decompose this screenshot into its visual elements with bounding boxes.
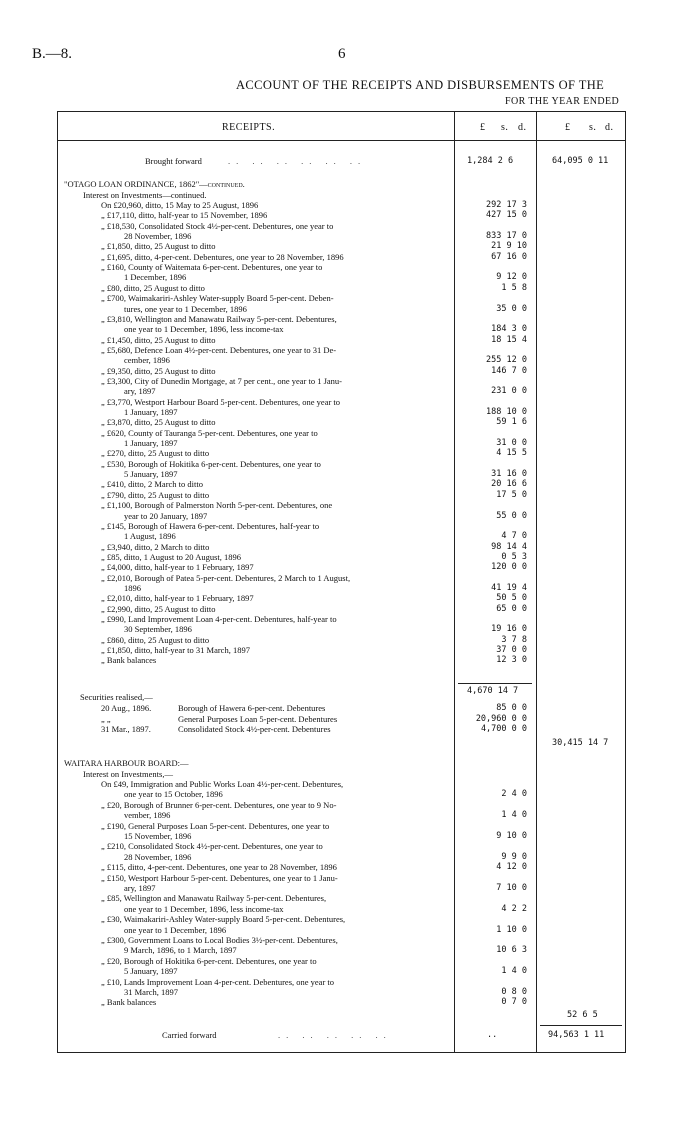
waitara-total: 52 6 5 [567, 1010, 598, 1020]
otago-total: 30,415 14 7 [552, 738, 609, 748]
list-item: 15 November, 1896 [124, 831, 192, 841]
header-bottom-rule [57, 140, 625, 141]
list-item: „ £3,770, Westport Harbour Board 5-per-cent. Debentures, one year to [101, 396, 341, 407]
list-item: tures, one year to 1 December, 1896 [124, 303, 247, 314]
list-item: „ £3,870, ditto, 25 August to ditto [101, 417, 216, 428]
account-title: ACCOUNT OF THE RECEIPTS AND DISBURSEMENTS OF THE [236, 78, 605, 92]
security-date: 20 Aug., 1896. [101, 703, 152, 713]
amount-cell: 120 0 0 [491, 562, 527, 573]
amount-cell: 35 0 0 [496, 303, 527, 314]
list-item: „ £9,350, ditto, 25 August to ditto [101, 365, 216, 376]
list-item: 31 March, 1897 [124, 987, 179, 997]
amount-cell: 4 7 0 [501, 531, 527, 542]
list-item: „ £20, Borough of Hokitika 6-per-cent. Debentures, one year to [101, 955, 317, 966]
list-item: 28 November, 1896 [124, 231, 192, 242]
outer-col-left-rule [536, 111, 537, 1053]
amount-cell: 18 15 4 [491, 334, 527, 345]
amount-cell: 292 17 3 [486, 200, 527, 210]
amount-cell: 4 12 0 [496, 862, 527, 873]
list-item: „ £2,990, ditto, 25 August to ditto [101, 603, 216, 614]
table-left-rule [57, 111, 58, 1053]
amount-cell: 98 14 4 [491, 541, 527, 552]
list-item: „ £1,100, Borough of Palmerston North 5-per-cent. Debentures, one [101, 500, 333, 511]
otago-interest-total: 4,670 14 7 [467, 686, 519, 696]
list-item: „ £150, Westport Harbour 5-per-cent. Debentures, one year to 1 Janu- [101, 872, 338, 883]
list-item: „ £190, General Purposes Loan 5-per-cent. Debentures, one year to [101, 820, 330, 831]
amount-cell: 4 15 5 [496, 448, 527, 459]
amount-cell: 9 10 0 [496, 831, 527, 841]
list-item: „ £620, County of Tauranga 5-per-cent. Debentures, one year to [101, 427, 318, 438]
carried-forward-inner: .. [487, 1030, 498, 1040]
amount-cell: 231 0 0 [491, 386, 527, 397]
amount-cell: 7 10 0 [496, 883, 527, 893]
list-item: „ £270, ditto, 25 August to ditto [101, 448, 210, 459]
securities-heading: Securities realised,— [80, 692, 153, 702]
amount-cell: 0 8 0 [501, 987, 527, 997]
amount-cell: 427 15 0 [486, 210, 527, 221]
amount-cell: 41 19 4 [491, 582, 527, 593]
amount-cell: 833 17 0 [486, 231, 527, 242]
list-item: „ £160, County of Waitemata 6-per-cent. Debentures, one year to [101, 262, 323, 273]
waitara-subheading: Interest on Investments,— [83, 769, 173, 779]
security-date: 31 Mar., 1897. [101, 724, 151, 734]
amount-cell: 31 16 0 [491, 469, 527, 480]
inner-col-left-rule [454, 111, 455, 1053]
list-item: „ £210, Consolidated Stock 4½-per-cent. Debentures, one year to [101, 841, 323, 852]
list-item: vember, 1896 [124, 810, 171, 821]
waitara-heading: WAITARA HARBOUR BOARD:— [64, 758, 189, 768]
list-item: „ £1,450, ditto, 25 August to ditto [101, 334, 216, 345]
list-item: „ £990, Land Improvement Loan 4-per-cent. Debentures, half-year to [101, 614, 337, 624]
amount-cell: 21 9 10 [491, 241, 527, 252]
brought-forward-outer: 64,095 0 11 [552, 156, 609, 166]
list-item: „ £2,010, Borough of Patea 5-per-cent. Debentures, 2 March to 1 August, [101, 572, 351, 583]
list-item: 5 January, 1897 [124, 469, 178, 480]
list-item: On £20,960, ditto, 15 May to 25 August, 1896 [101, 200, 259, 210]
list-item: 5 January, 1897 [124, 966, 178, 977]
leader-dots: .. .. .. .. .. [278, 1030, 392, 1040]
list-item: one year to 15 October, 1896 [124, 789, 223, 800]
pound-header-outer: £ [565, 122, 571, 133]
amount-cell: 3 7 8 [501, 634, 527, 645]
list-item: 28 November, 1896 [124, 851, 192, 862]
list-item: „ £80, ditto, 25 August to ditto [101, 282, 205, 293]
list-item: „ £85, Wellington and Manawatu Railway 5-per-cent. Debentures, [101, 893, 327, 904]
list-item: 1 January, 1897 [124, 407, 178, 417]
list-item: „ £790, ditto, 25 August to ditto [101, 489, 210, 500]
amount-cell: 20 16 6 [491, 479, 527, 490]
list-item: ary, 1897 [124, 386, 156, 397]
list-item: „ £17,110, ditto, half-year to 15 November, 1896 [101, 210, 268, 221]
pence-header-outer: d. [605, 122, 614, 133]
otago-subheading: Interest on Investments—continued. [83, 190, 207, 200]
security-description: Consolidated Stock 4½-per-cent. Debentures [178, 724, 331, 734]
security-date: „ „ [101, 713, 111, 724]
total-rule [540, 1025, 622, 1026]
amount-cell: 188 10 0 [486, 407, 527, 417]
list-item: 1 December, 1896 [124, 272, 187, 283]
brought-forward-inner: 1,284 2 6 [467, 156, 514, 166]
list-item: „ £530, Borough of Hokitika 6-per-cent. Debentures, one year to [101, 458, 321, 469]
amount-cell: 146 7 0 [491, 365, 527, 376]
list-item: „ £300, Government Loans to Local Bodies 3½-per-cent. Debentures, [101, 935, 338, 945]
amount-cell: 9 9 0 [501, 851, 527, 862]
list-item: ary, 1897 [124, 883, 156, 893]
amount-cell: 65 0 0 [496, 603, 527, 614]
leader-dots: .. .. .. .. .. .. [228, 156, 367, 166]
list-item: cember, 1896 [124, 355, 170, 366]
list-item: „ £3,300, City of Dunedin Mortgage, at 7 per cent., one year to 1 Janu- [101, 375, 343, 386]
amount-cell: 1 4 0 [501, 966, 527, 977]
shilling-header-inner: s. [501, 122, 509, 133]
page-number: 6 [338, 46, 346, 62]
list-item: „ £1,850, ditto, half-year to 31 March, 1897 [101, 645, 250, 656]
amount-cell: 0 7 0 [501, 997, 527, 1008]
amount-cell: 37 0 0 [496, 645, 527, 656]
amount-cell: 1 5 8 [501, 282, 527, 293]
amount-cell: 85 0 0 [496, 703, 527, 713]
list-item: one year to 1 December, 1896, less income-tax [124, 324, 284, 335]
list-item: „ £700, Waimakariri-Ashley Water-supply Board 5-per-cent. Deben- [101, 293, 334, 304]
list-item: one year to 1 December, 1896 [124, 924, 227, 935]
list-item: „ £1,850, ditto, 25 August to ditto [101, 241, 216, 252]
amount-cell: 50 5 0 [496, 593, 527, 604]
amount-cell: 67 16 0 [491, 251, 527, 262]
list-item: „ £5,680, Defence Loan 4½-per-cent. Debentures, one year to 31 De- [101, 344, 337, 355]
amount-cell: 10 6 3 [496, 945, 527, 956]
list-item: „ £115, ditto, 4-per-cent. Debentures, one year to 28 November, 1896 [101, 862, 337, 873]
list-item: „ £4,000, ditto, half-year to 1 February, 1897 [101, 562, 254, 573]
amount-cell: 4,700 0 0 [480, 724, 527, 734]
amount-cell: 31 0 0 [496, 438, 527, 449]
pound-header-inner: £ [480, 122, 486, 133]
amount-cell: 55 0 0 [496, 510, 527, 521]
receipts-header: RECEIPTS. [222, 122, 276, 133]
list-item: „ £20, Borough of Brunner 6-per-cent. Debentures, one year to 9 No- [101, 799, 337, 810]
list-item: „ £1,695, ditto, 4-per-cent. Debentures, one year to 28 November, 1896 [101, 251, 344, 262]
carried-forward-label: Carried forward [162, 1030, 217, 1040]
amount-cell: 2 4 0 [501, 789, 527, 800]
amount-cell: 17 5 0 [496, 489, 527, 500]
list-item: „ £85, ditto, 1 August to 20 August, 1896 [101, 551, 242, 562]
carried-forward-outer: 94,563 1 11 [548, 1030, 605, 1040]
amount-cell: 9 12 0 [496, 272, 527, 283]
list-item: 1 August, 1896 [124, 531, 176, 542]
amount-cell: 4 2 2 [501, 903, 527, 914]
amount-cell: 20,960 0 0 [475, 713, 527, 724]
brought-forward-label: Brought forward [145, 156, 202, 166]
amount-cell: 255 12 0 [486, 355, 527, 366]
subtotal-rule [458, 683, 532, 684]
list-item: year to 20 January, 1897 [124, 510, 208, 521]
amount-cell: 1 4 0 [501, 810, 527, 821]
list-item: 1 January, 1897 [124, 438, 178, 449]
table-bottom-rule [57, 1052, 625, 1053]
list-item: „ £410, ditto, 2 March to ditto [101, 479, 203, 490]
table-top-rule [57, 111, 625, 112]
list-item: „ £3,940, ditto, 2 March to ditto [101, 541, 210, 552]
list-item: „ £18,530, Consolidated Stock 4½-per-cent. Debentures, one year to [101, 220, 334, 231]
list-item: „ Bank balances [101, 655, 157, 666]
list-item: 30 September, 1896 [124, 624, 192, 635]
list-item: „ £2,010, ditto, half-year to 1 February, 1897 [101, 593, 254, 604]
pence-header-inner: d. [518, 122, 527, 133]
amount-cell: 19 16 0 [491, 624, 527, 635]
list-item: „ £10, Lands Improvement Loan 4-per-cent. Debentures, one year to [101, 976, 335, 987]
table-right-rule [625, 111, 626, 1053]
page-code: B.—8. [32, 46, 73, 62]
list-item: one year to 1 December, 1896, less income-tax [124, 903, 284, 914]
amount-cell: 184 3 0 [491, 324, 527, 335]
list-item: „ Bank balances [101, 997, 157, 1008]
security-description: General Purposes Loan 5-per-cent. Debentures [178, 713, 338, 724]
list-item: 1896 [124, 582, 141, 593]
list-item: „ £3,810, Wellington and Manawatu Railway 5-per-cent. Debentures, [101, 313, 337, 324]
account-subtitle: FOR THE YEAR ENDED [505, 96, 620, 107]
list-item: „ £860, ditto, 25 August to ditto [101, 634, 210, 645]
security-description: Borough of Hawera 6-per-cent. Debentures [178, 703, 326, 713]
amount-cell: 59 1 6 [496, 417, 527, 428]
list-item: „ £30, Waimakariri-Ashley Water-supply Board 5-per-cent. Debentures, [101, 914, 346, 925]
list-item: „ £145, Borough of Hawera 6-per-cent. Debentures, half-year to [101, 520, 320, 531]
amount-cell: 1 10 0 [496, 924, 527, 935]
amount-cell: 0 5 3 [501, 551, 527, 562]
list-item: On £49, Immigration and Public Works Loan 4½-per-cent. Debentures, [101, 779, 344, 789]
list-item: 9 March, 1896, to 1 March, 1897 [124, 945, 237, 956]
amount-cell: 12 3 0 [496, 655, 527, 666]
shilling-header-outer: s. [589, 122, 597, 133]
otago-heading: "OTAGO LOAN ORDINANCE, 1862"—continued. [64, 179, 245, 189]
